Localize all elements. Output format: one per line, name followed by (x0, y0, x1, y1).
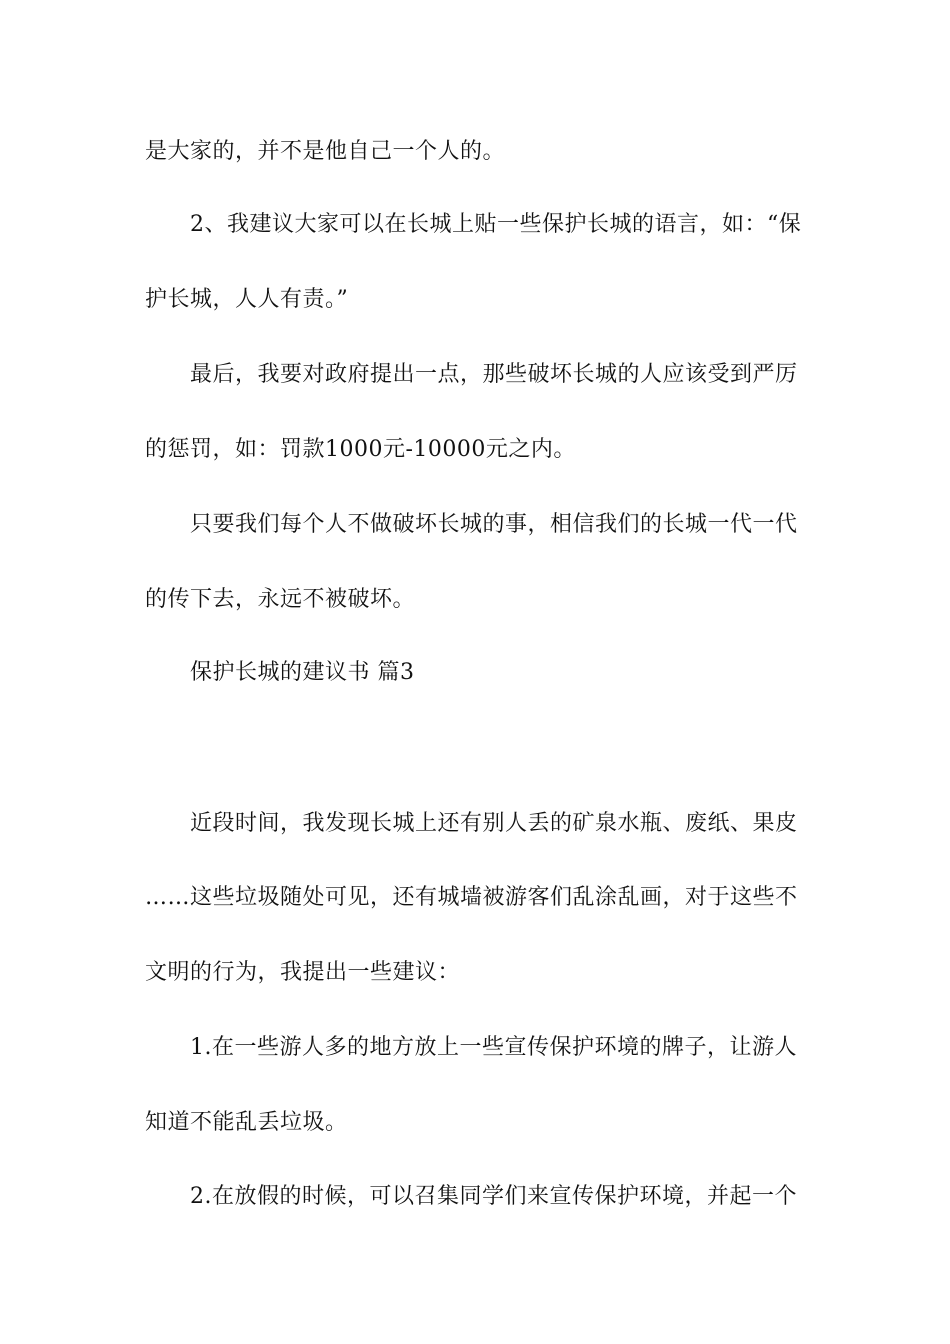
section-heading: 保护长城的建议书 篇3 (190, 660, 415, 685)
paragraph-line: ……这些垃圾随处可见，还有城墙被游客们乱涂乱画，对于这些不 (145, 885, 798, 910)
paragraph-line: 文明的行为，我提出一些建议： (145, 960, 461, 985)
paragraph-line: 近段时间，我发现长城上还有别人丢的矿泉水瓶、废纸、果皮 (190, 811, 798, 836)
paragraph-line: 护长城，人人有责。” (145, 287, 349, 312)
paragraph-line: 只要我们每个人不做破坏长城的事，相信我们的长城一代一代 (190, 512, 798, 537)
paragraph-line: 2.在放假的时候，可以召集同学们来宣传保护环境，并起一个 (190, 1184, 797, 1209)
paragraph-line: 的传下去，永远不被破坏。 (145, 587, 416, 612)
paragraph-line: 最后，我要对政府提出一点，那些破坏长城的人应该受到严厉 (190, 362, 798, 387)
paragraph-line: 是大家的，并不是他自己一个人的。 (145, 139, 506, 164)
paragraph-line: 知道不能乱丢垃圾。 (145, 1110, 348, 1135)
paragraph-line: 1.在一些游人多的地方放上一些宣传保护环境的牌子，让游人 (190, 1035, 797, 1060)
paragraph-line: 的惩罚，如：罚款1000元-10000元之内。 (145, 437, 576, 462)
paragraph-line: 2、我建议大家可以在长城上贴一些保护长城的语言，如：“保 (190, 212, 802, 237)
